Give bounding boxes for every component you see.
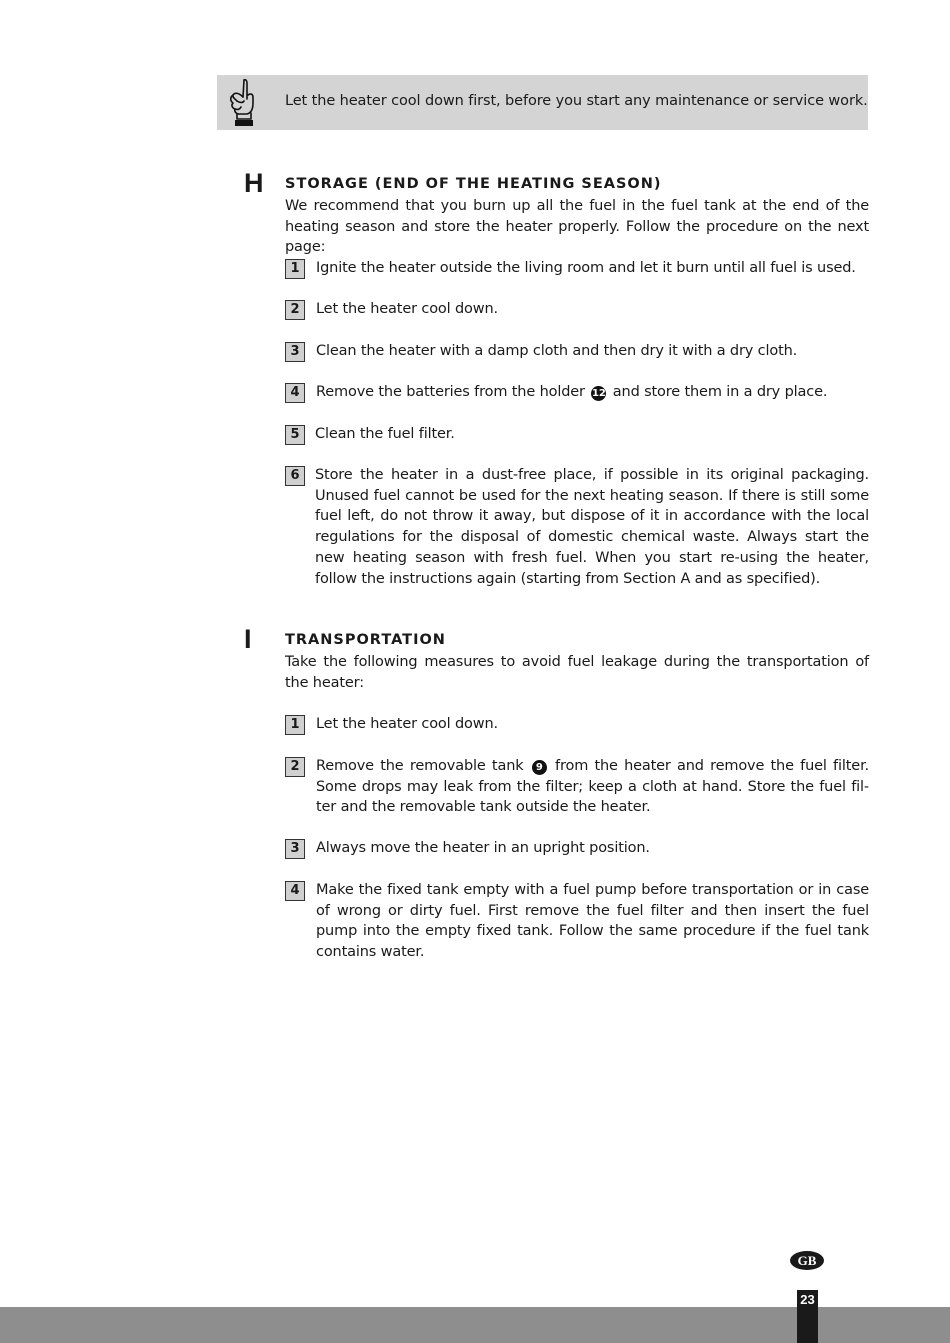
part-reference-badge: 12 bbox=[592, 388, 606, 399]
section-letter-i: I bbox=[244, 624, 252, 654]
storage-step-2 bbox=[285, 299, 869, 320]
step-text-part: from the heater and remove the fuel filter. Some drops may leak from the filter; keep a cloth at hand. Store the fuel fil-ter and the removable tank outside the heater. bbox=[316, 758, 870, 816]
section-title-storage: STORAGE (END OF THE HEATING SEASON) bbox=[285, 176, 662, 192]
step-number: 4 bbox=[285, 383, 305, 403]
step-number: 5 bbox=[285, 425, 305, 445]
warning-notice bbox=[217, 75, 868, 130]
transport-step-3 bbox=[285, 838, 869, 859]
section-intro-transportation: Take the following measures to avoid fuel leakage during the transportation of the heater: bbox=[285, 654, 869, 691]
storage-step-4 bbox=[285, 382, 869, 403]
step-number: 1 bbox=[285, 715, 305, 735]
language-badge: GB bbox=[790, 1251, 824, 1270]
step-text: Always move the heater in an upright position. bbox=[316, 840, 650, 856]
storage-step-3 bbox=[285, 341, 869, 362]
step-number: 1 bbox=[285, 259, 305, 279]
step-text bbox=[316, 382, 869, 403]
step-text: Store the heater in a dust-free place, if possible in its original packaging. Unused fuel cannot be used for the next heating season. If there is still some fuel left, do not throw it away, but dispose of it in accordance with the local regulations for the disposal of domestic chemical waste. Always start the new heating season with fresh fuel. When you start re-using the heater, follow the instructions again (starting from Section A and as specified). bbox=[315, 467, 869, 587]
storage-step-1 bbox=[285, 258, 869, 279]
step-number: 6 bbox=[285, 466, 305, 486]
step-number: 4 bbox=[285, 881, 305, 901]
step-text-part: and store them in a dry place. bbox=[612, 384, 828, 400]
pointing-hand-icon bbox=[227, 77, 257, 129]
transport-step-2 bbox=[285, 756, 869, 818]
step-text-part: Remove the batteries from the holder bbox=[316, 384, 585, 400]
section-intro-storage: We recommend that you burn up all the fuel in the fuel tank at the end of the heating season and store the heater properly. Follow the procedure on the next page: bbox=[285, 198, 869, 256]
step-number: 2 bbox=[285, 757, 305, 777]
step-text bbox=[316, 756, 869, 818]
step-text-part: Remove the removable tank bbox=[316, 758, 524, 774]
step-number: 3 bbox=[285, 342, 305, 362]
page-number: 23 bbox=[800, 1292, 815, 1307]
section-title-transportation: TRANSPORTATION bbox=[285, 632, 446, 648]
step-text: Ignite the heater outside the living room and let it burn until all fuel is used. bbox=[316, 260, 856, 276]
step-text: Clean the fuel filter. bbox=[315, 426, 455, 442]
step-text: Clean the heater with a damp cloth and then dry it with a dry cloth. bbox=[316, 343, 798, 359]
storage-step-5 bbox=[285, 424, 869, 445]
section-letter-h: H bbox=[244, 168, 264, 198]
part-reference-badge: 9 bbox=[532, 760, 547, 775]
storage-step-6 bbox=[285, 465, 869, 589]
step-number: 2 bbox=[285, 300, 305, 320]
step-text: Make the fixed tank empty with a fuel pump before transportation or in case of wrong or dirty fuel. First remove the fuel filter and then insert the fuel pump into the empty fixed tank. Follow the same procedure if the fuel tank contains water. bbox=[316, 882, 869, 961]
step-text: Let the heater cool down. bbox=[316, 301, 498, 317]
notice-text: Let the heater cool down first, before you start any maintenance or service work. bbox=[285, 93, 868, 109]
step-text: Let the heater cool down. bbox=[316, 716, 498, 732]
transport-step-4 bbox=[285, 880, 869, 963]
step-number: 3 bbox=[285, 839, 305, 859]
transport-step-1 bbox=[285, 714, 869, 735]
